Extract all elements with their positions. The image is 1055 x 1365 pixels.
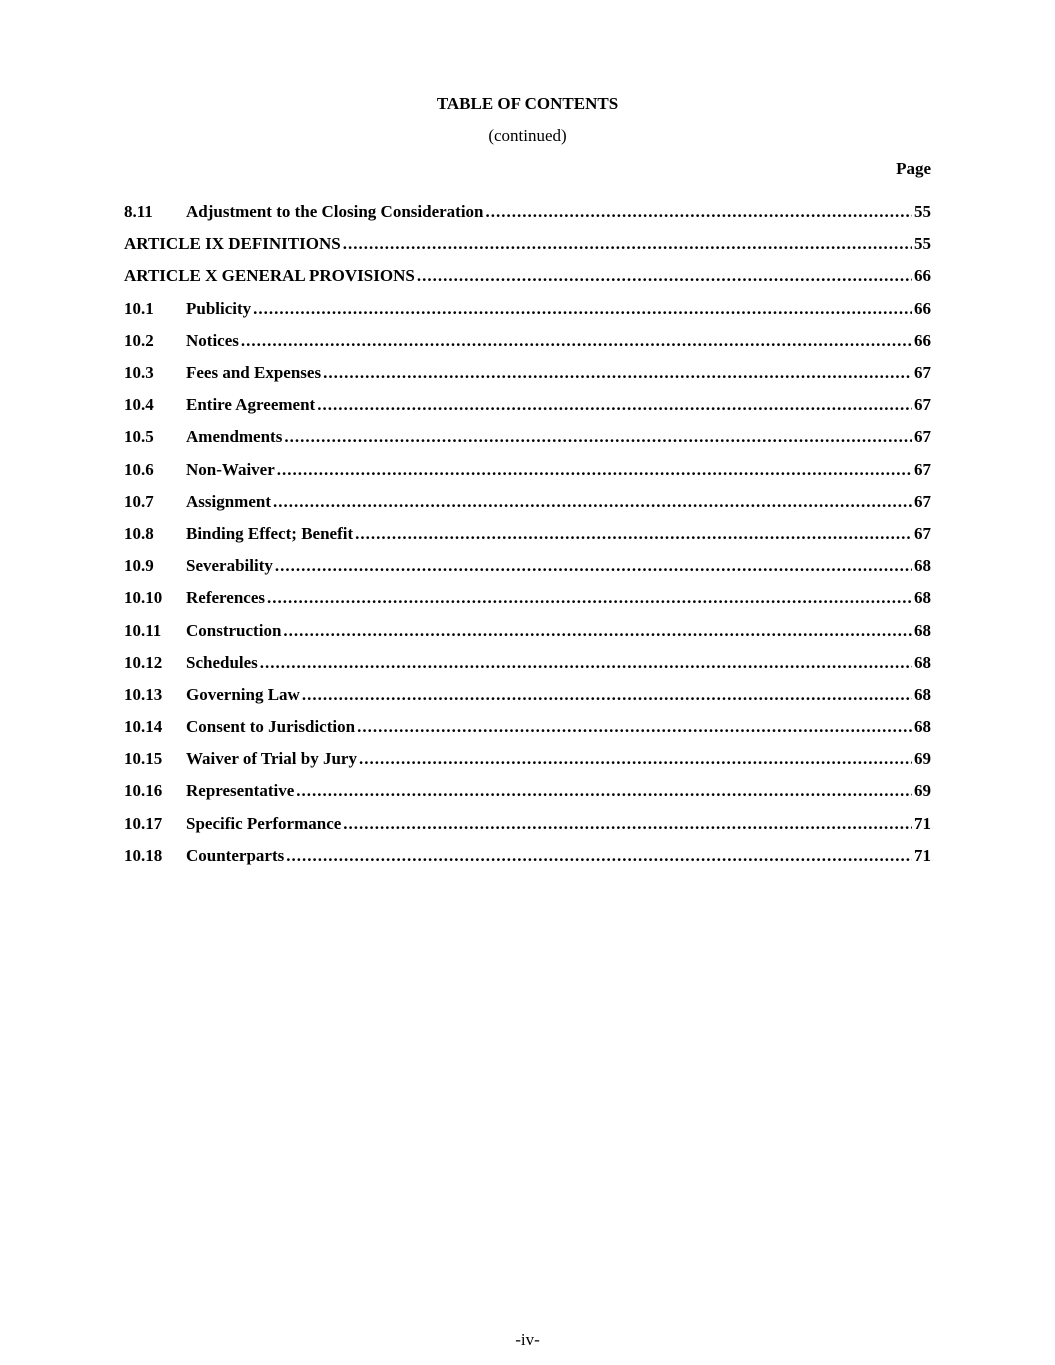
toc-entry-page: 67 bbox=[914, 363, 931, 383]
toc-entry-title: Publicity bbox=[186, 298, 252, 318]
toc-subtitle: (continued) bbox=[488, 126, 567, 145]
toc-entry-page: 67 bbox=[914, 523, 931, 543]
dot-leader bbox=[284, 427, 912, 447]
dot-leader bbox=[277, 460, 912, 480]
toc-entry-title: References bbox=[186, 588, 265, 608]
toc-entry[interactable] bbox=[124, 454, 931, 486]
toc-entry-page: 66 bbox=[914, 330, 931, 350]
toc-entry[interactable] bbox=[124, 840, 931, 872]
dot-leader bbox=[273, 492, 912, 512]
page-number-footer: -iv- bbox=[515, 1330, 540, 1349]
toc-entry[interactable] bbox=[124, 389, 931, 421]
toc-entry-page: 66 bbox=[914, 298, 931, 318]
toc-entry-title: Assignment bbox=[186, 491, 272, 511]
dot-leader bbox=[417, 266, 912, 286]
toc-entry-number: 10.17 bbox=[124, 813, 163, 833]
dot-leader bbox=[302, 685, 912, 705]
toc-entry-page: 69 bbox=[914, 749, 931, 769]
toc-entry-title: Entire Agreement bbox=[186, 395, 316, 415]
toc-entry-number: 10.3 bbox=[124, 363, 154, 383]
toc-entry-number: 10.16 bbox=[124, 781, 163, 801]
toc-list bbox=[124, 196, 931, 872]
dot-leader bbox=[343, 234, 912, 254]
toc-entry-title: Fees and Expenses bbox=[186, 363, 322, 383]
toc-entry-page: 67 bbox=[914, 459, 931, 479]
toc-entry-number: 10.10 bbox=[124, 588, 163, 608]
toc-entry-page: 67 bbox=[914, 491, 931, 511]
toc-entry[interactable] bbox=[124, 196, 931, 228]
toc-entry[interactable] bbox=[124, 293, 931, 325]
toc-entry[interactable] bbox=[124, 260, 931, 292]
toc-entry-title: Schedules bbox=[186, 652, 258, 672]
toc-entry[interactable] bbox=[124, 486, 931, 518]
toc-entry-title: Adjustment to the Closing Consideration bbox=[186, 202, 484, 222]
toc-entry-title: Non-Waiver bbox=[186, 459, 275, 479]
dot-leader bbox=[241, 331, 912, 351]
toc-entry-number: 10.6 bbox=[124, 459, 154, 479]
toc-entry-title: Consent to Jurisdiction bbox=[186, 717, 356, 737]
dot-leader bbox=[486, 202, 912, 222]
toc-entry-number: 10.9 bbox=[124, 556, 154, 576]
toc-entry[interactable] bbox=[124, 614, 931, 646]
toc-entry-number: 10.18 bbox=[124, 845, 163, 865]
toc-entry-number: 10.15 bbox=[124, 749, 163, 769]
toc-entry-page: 68 bbox=[914, 717, 931, 737]
toc-entry-page: 67 bbox=[914, 427, 931, 447]
toc-entry-page: 68 bbox=[914, 588, 931, 608]
toc-entry-title: Construction bbox=[186, 620, 282, 640]
toc-entry-title: ARTICLE IX DEFINITIONS bbox=[124, 234, 341, 254]
toc-entry-number: 10.11 bbox=[124, 620, 162, 640]
toc-entry[interactable] bbox=[124, 325, 931, 357]
toc-entry-title: Amendments bbox=[186, 427, 283, 447]
toc-entry[interactable] bbox=[124, 518, 931, 550]
toc-entry[interactable] bbox=[124, 679, 931, 711]
toc-entry-number: 10.12 bbox=[124, 652, 163, 672]
toc-entry-title: Representative bbox=[186, 781, 295, 801]
toc-entry[interactable] bbox=[124, 808, 931, 840]
dot-leader bbox=[359, 749, 912, 769]
toc-entry-number: 10.5 bbox=[124, 427, 154, 447]
dot-leader bbox=[343, 814, 912, 834]
toc-entry-title: ARTICLE X GENERAL PROVISIONS bbox=[124, 266, 415, 286]
toc-entry[interactable] bbox=[124, 647, 931, 679]
toc-entry-title: Notices bbox=[186, 330, 239, 350]
dot-leader bbox=[317, 395, 912, 415]
page-column-header: Page bbox=[896, 159, 931, 178]
toc-entry-number: 10.2 bbox=[124, 330, 154, 350]
toc-entry-title: Governing Law bbox=[186, 684, 300, 704]
toc-entry-number: 8.11 bbox=[124, 202, 153, 222]
toc-entry-page: 71 bbox=[914, 813, 931, 833]
toc-entry-number: 10.14 bbox=[124, 717, 163, 737]
toc-entry-page: 66 bbox=[914, 266, 931, 286]
toc-entry-page: 55 bbox=[914, 234, 931, 254]
toc-title: TABLE OF CONTENTS bbox=[436, 94, 619, 113]
dot-leader bbox=[260, 653, 912, 673]
dot-leader bbox=[296, 781, 912, 801]
toc-entry[interactable] bbox=[124, 582, 931, 614]
toc-entry[interactable] bbox=[124, 228, 931, 260]
dot-leader bbox=[357, 717, 912, 737]
toc-entry-page: 68 bbox=[914, 652, 931, 672]
toc-entry-title: Specific Performance bbox=[186, 813, 342, 833]
toc-entry-title: Counterparts bbox=[186, 845, 285, 865]
toc-entry[interactable] bbox=[124, 743, 931, 775]
toc-entry-number: 10.7 bbox=[124, 491, 154, 511]
toc-entry-page: 68 bbox=[914, 620, 931, 640]
toc-entry[interactable] bbox=[124, 421, 931, 453]
toc-entry[interactable] bbox=[124, 775, 931, 807]
dot-leader bbox=[323, 363, 912, 383]
toc-entry-number: 10.13 bbox=[124, 684, 163, 704]
toc-entry-number: 10.4 bbox=[124, 395, 154, 415]
toc-entry-page: 69 bbox=[914, 781, 931, 801]
toc-entry-title: Waiver of Trial by Jury bbox=[186, 749, 357, 769]
toc-entry-page: 55 bbox=[914, 202, 931, 222]
toc-entry-page: 68 bbox=[914, 684, 931, 704]
dot-leader bbox=[253, 299, 912, 319]
dot-leader bbox=[286, 846, 912, 866]
dot-leader bbox=[283, 621, 912, 641]
dot-leader bbox=[275, 556, 912, 576]
toc-entry-number: 10.8 bbox=[124, 523, 154, 543]
toc-entry-title: Severability bbox=[186, 556, 273, 576]
dot-leader bbox=[267, 588, 912, 608]
toc-entry-title: Binding Effect; Benefit bbox=[186, 523, 354, 543]
toc-entry[interactable] bbox=[124, 357, 931, 389]
toc-entry-number: 10.1 bbox=[124, 298, 154, 318]
toc-entry[interactable] bbox=[124, 711, 931, 743]
toc-entry-page: 71 bbox=[914, 845, 931, 865]
toc-entry-page: 67 bbox=[914, 395, 931, 415]
toc-entry-page: 68 bbox=[914, 556, 931, 576]
dot-leader bbox=[355, 524, 912, 544]
toc-entry[interactable] bbox=[124, 550, 931, 582]
